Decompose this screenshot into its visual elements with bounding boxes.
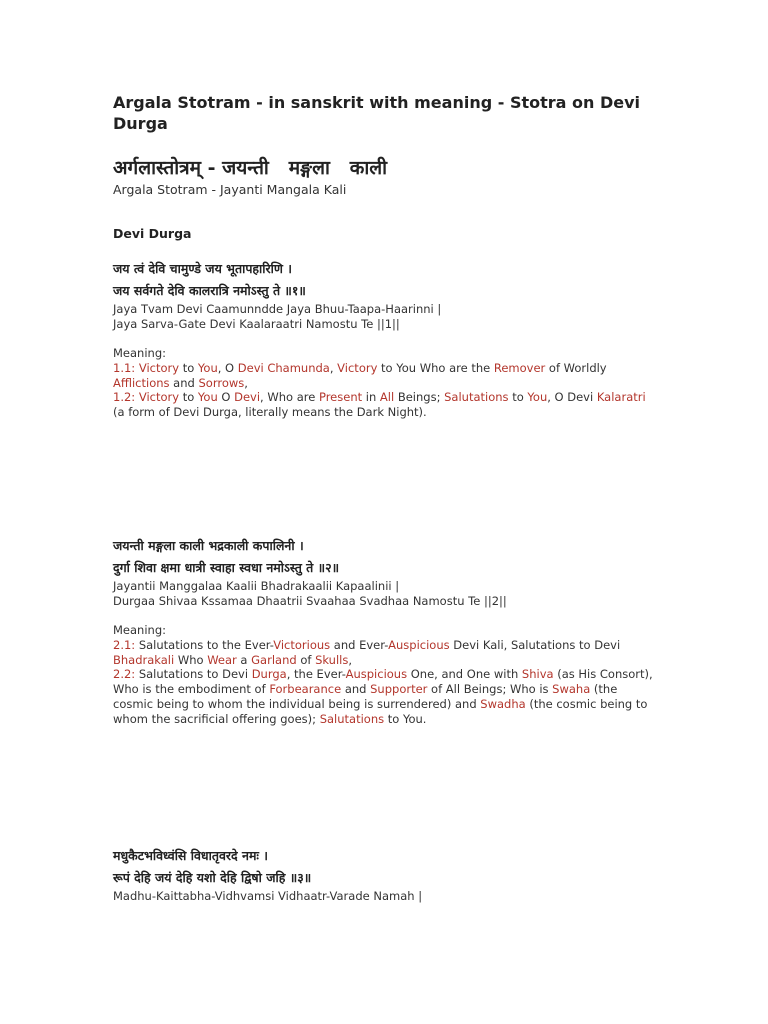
meaning-label: Meaning: [113,346,166,360]
verse-2-transliteration-line-2: Durgaa Shivaa Kssamaa Dhaatrii Svaahaa Svadhaa Namostu Te ||2|| [113,594,507,608]
page-title: Argala Stotram - in sanskrit with meaning - Stotra on Devi Durga [113,93,641,133]
verse-1-transliteration-line-1: Jaya Tvam Devi Caamunndde Jaya Bhuu-Taapa-Haarinni | [113,302,442,316]
verse-1-meaning [113,346,653,420]
subtitle: Argala Stotram - Jayanti Mangala Kali [113,182,347,197]
meaning-line-1-1: 1.1: Victory to You, O Devi Chamunda, Victory to You Who are the Remover of Worldly Afflictions and Sorrows, [113,360,607,390]
meaning-line-2-1: 2.1: Salutations to the Ever-Victorious and Ever-Auspicious Devi Kali, Salutations to Devi Bhadrakali Who Wear a Garland of Skulls, [113,637,621,667]
verse-2 [113,535,653,727]
meaning-line-1-2: 1.2: Victory to You O Devi, Who are Present in All Beings; Salutations to You, O Devi Kalaratri (a form of Devi Durga, literally means the Dark Night). [113,390,646,420]
meaning-label: Meaning: [113,623,166,637]
verse-1-devanagari-line-2: जय सर्वगते देवि कालरात्रि नमोऽस्तु ते ॥१॥ [113,283,306,298]
verse-2-devanagari-line-2: दुर्गा शिवा क्षमा धात्री स्वाहा स्वधा नमोऽस्तु ते ॥२॥ [113,560,340,575]
verse-3-devanagari-line-1: मधुकैटभविध्वंसि विधातृवरदे नमः । [113,848,269,863]
verse-1-transliteration-line-2: Jaya Sarva-Gate Devi Kaalaraatri Namostu Te ||1|| [113,317,400,331]
verse-2-meaning [113,623,653,727]
verse-2-transliteration-line-1: Jayantii Manggalaa Kaalii Bhadrakaalii Kapaalinii | [113,579,400,593]
verse-3 [113,845,653,904]
meaning-line-2-2: 2.2: Salutations to Devi Durga, the Ever-Auspicious One, and One with Shiva (as His Consort), Who is the embodiment of Forbearance and Supporter of All Beings; Who is Swaha (the cosmic being to whom the individual being is surrendered) and Swadha (the cosmic being to whom the sacrificial offering goes); Salutations to You. [113,667,653,726]
sanskrit-title: अर्गलास्तोत्रम् - जयन्ती मङ्गला काली [113,157,388,179]
verse-1-devanagari-line-1: जय त्वं देवि चामुण्डे जय भूतापहारिणि । [113,261,293,276]
verse-2-devanagari-line-1: जयन्ती मङ्गला काली भद्रकाली कपालिनी । [113,538,304,553]
verse-1 [113,258,653,420]
section-heading: Devi Durga [113,226,192,241]
verse-3-devanagari-line-2: रूपं देहि जयं देहि यशो देहि द्विषो जहि ॥३॥ [113,870,312,885]
verse-3-transliteration-line-1: Madhu-Kaittabha-Vidhvamsi Vidhaatr-Varade Namah | [113,889,423,903]
